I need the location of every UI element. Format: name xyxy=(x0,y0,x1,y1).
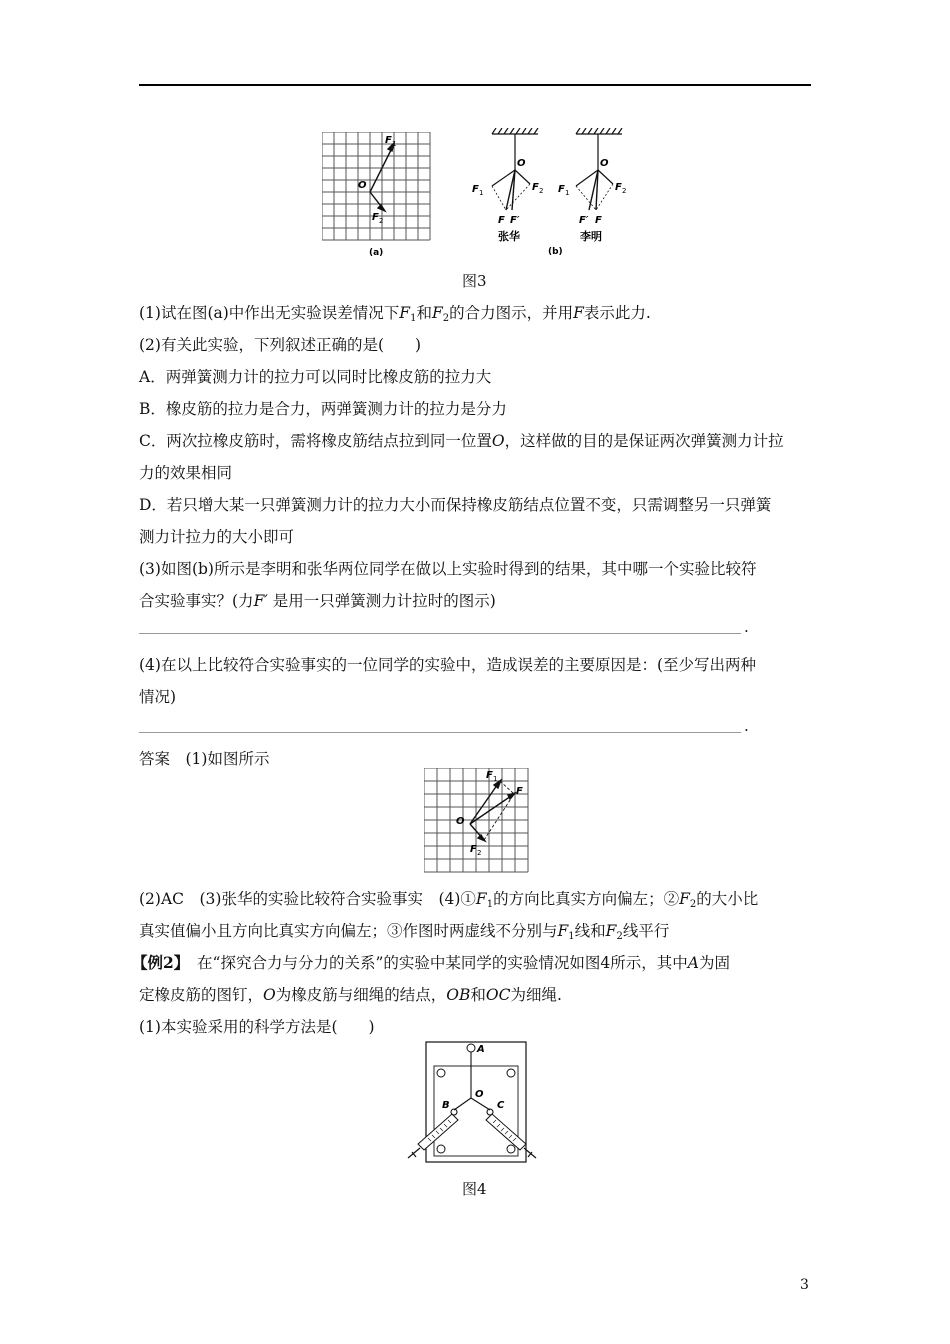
question-2: (2)有关此实验，下列叙述正确的是( ) xyxy=(139,336,422,354)
question-4-line1: (4)在以上比较符合实验事实的一位同学的实验中，造成误差的主要原因是：(至少写出两种 xyxy=(139,656,757,674)
figure-4-apparatus xyxy=(402,1040,552,1168)
figure-3a-grid xyxy=(322,132,434,258)
option-b: B．橡皮筋的拉力是合力，两弹簧测力计的拉力是分力 xyxy=(139,400,507,418)
question-1: (1)试在图(a)中作出无实验误差情况下$F_1$和$F_2$的合力图示，并用F表示此力. xyxy=(139,304,651,324)
svg-text:F: F xyxy=(516,786,523,797)
svg-text:F: F xyxy=(470,844,477,855)
svg-text:2: 2 xyxy=(379,217,384,225)
fig3b-caption: (b) xyxy=(548,247,563,257)
option-c-line1: C．两次拉橡皮筋时，需将橡皮筋结点拉到同一位置O，这样做的目的是保证两次弹簧测力计拉 xyxy=(139,432,784,450)
svg-text:F: F xyxy=(472,184,479,195)
fig4-label-O: O xyxy=(475,1089,484,1100)
option-d-line2: 测力计拉力的大小即可 xyxy=(139,528,295,546)
svg-text:1: 1 xyxy=(565,189,570,197)
svg-text:F: F xyxy=(558,184,565,195)
answer-line-2: 真实值偏小且方向比真实方向偏左；③作图时两虚线不分别与$F_1$线和$F_2$线平行 xyxy=(139,922,670,942)
svg-text:O: O xyxy=(600,158,609,169)
figure-3-caption: 图3 xyxy=(462,272,487,290)
svg-text:F: F xyxy=(595,215,602,226)
figure-4-caption: 图4 xyxy=(462,1180,487,1198)
svg-text:O: O xyxy=(517,158,526,169)
figure-3b-diagrams xyxy=(462,128,632,260)
fig3a-label-F2: F xyxy=(372,212,379,223)
svg-text:F′: F′ xyxy=(510,215,520,226)
svg-text:1: 1 xyxy=(392,140,397,148)
fig3b-name-liming: 李明 xyxy=(580,230,602,243)
answer-heading: 答案 (1)如图所示 xyxy=(139,750,270,768)
question-3-line1: (3)如图(b)所示是李明和张华两位同学在做以上实验时得到的结果，其中哪一个实验比较符 xyxy=(139,560,757,578)
header-rule xyxy=(139,84,811,86)
answer-blank-3[interactable] xyxy=(139,632,741,634)
option-a: A．两弹簧测力计的拉力可以同时比橡皮筋的拉力大 xyxy=(139,368,492,386)
question-4-line2: 情况) xyxy=(139,688,177,706)
fig4-label-C: C xyxy=(497,1100,505,1111)
question-3-line2: 合实验事实？(力F′ 是用一只弹簧测力计拉时的图示) xyxy=(139,592,496,610)
fig3b-name-zhanghua: 张华 xyxy=(498,230,520,243)
svg-text:F: F xyxy=(486,770,493,781)
fig4-label-A: A xyxy=(477,1044,485,1055)
document-page: F 1 O F 2 (a) O F 1 F 2 F F′ 张华 (b) O F 1 F 2 F′ F 李明 图3 (1)试在图(a)中作出无实验误差情况下$F_1$和$F_2$的合力图示，并用F表示此力. (2)有关此实验，下列叙述正确的是( ) A．两弹簧测力计的拉力可以同时比橡皮筋的拉力大 B．橡皮筋的拉力是合力，两弹簧测力计的拉力是分力 C．两次拉橡皮筋时，需将橡皮筋结点拉到同一位置O，这样做的目的是保证两次弹簧测力计拉 力的效果相同 D．若只增大某一只弹簧测力计的拉力大小而保持橡皮筋结点位置不变，只需调整另一只弹簧 测力计拉力的大小即可 (3)如图(b)所示是李明和张华两位同学在做以上实验时得到的结果，其中哪一个实验比较符 合实验事实？(力F′ 是用一只弹簧测力计拉时的图示) . (4)在以上比较符合实验事实的一位同学的实验中，造成误差的主要原因是：(至少写出两种 情况) . 答案 (1)如图所示 F 1 F O F 2 (2)AC (3)张华的实验比较符合实验事实 $(4)①F_1$的方向比真实方向偏左；$②F_2$的大小比 真实值偏小且方向比真实方向偏左；③作图时两虚线不分别与$F_1$线和$F_2$线平行 【例2】 在“探究合力与分力的关系”的实验中某同学的实验情况如图4所示，其中A为固 定橡皮筋的图钉，O为橡皮筋与细绳的结点，OB和OC为细绳. (1)本实验采用的科学方法是( ) A O B C 图4 3 xyxy=(0,0,950,1344)
svg-text:2: 2 xyxy=(539,187,544,195)
option-c-line2: 力的效果相同 xyxy=(139,464,233,482)
svg-text:F: F xyxy=(532,182,539,193)
answer-line-1: (2)AC (3)张华的实验比较符合实验事实 $(4)①F_1$的方向比真实方向偏左；$②F_2$的大小比 xyxy=(139,890,759,910)
fig3a-label-F1: F xyxy=(385,135,392,146)
fig3a-label-O: O xyxy=(358,180,367,191)
answer-blank-4[interactable] xyxy=(139,731,741,733)
svg-text:F: F xyxy=(615,182,622,193)
svg-text:1: 1 xyxy=(493,775,498,783)
example-2-line1: 【例2】 在“探究合力与分力的关系”的实验中某同学的实验情况如图4所示，其中A为固 xyxy=(132,953,730,972)
page-number: 3 xyxy=(800,1277,809,1293)
svg-text:O: O xyxy=(456,816,465,827)
svg-text:1: 1 xyxy=(479,189,484,197)
answer-figure-grid xyxy=(424,768,532,876)
fig4-label-B: B xyxy=(442,1100,450,1111)
svg-text:2: 2 xyxy=(622,187,627,195)
svg-text:F: F xyxy=(498,215,505,226)
option-d-line1: D．若只增大某一只弹簧测力计的拉力大小而保持橡皮筋结点位置不变，只需调整另一只弹簧 xyxy=(139,496,772,514)
example-2-question-1: (1)本实验采用的科学方法是( ) xyxy=(139,1018,375,1036)
svg-text:F′: F′ xyxy=(579,215,589,226)
svg-text:2: 2 xyxy=(477,849,482,857)
example-2-line2: 定橡皮筋的图钉，O为橡皮筋与细绳的结点，OB和OC为细绳. xyxy=(139,986,562,1004)
fig3a-caption: (a) xyxy=(369,248,384,258)
